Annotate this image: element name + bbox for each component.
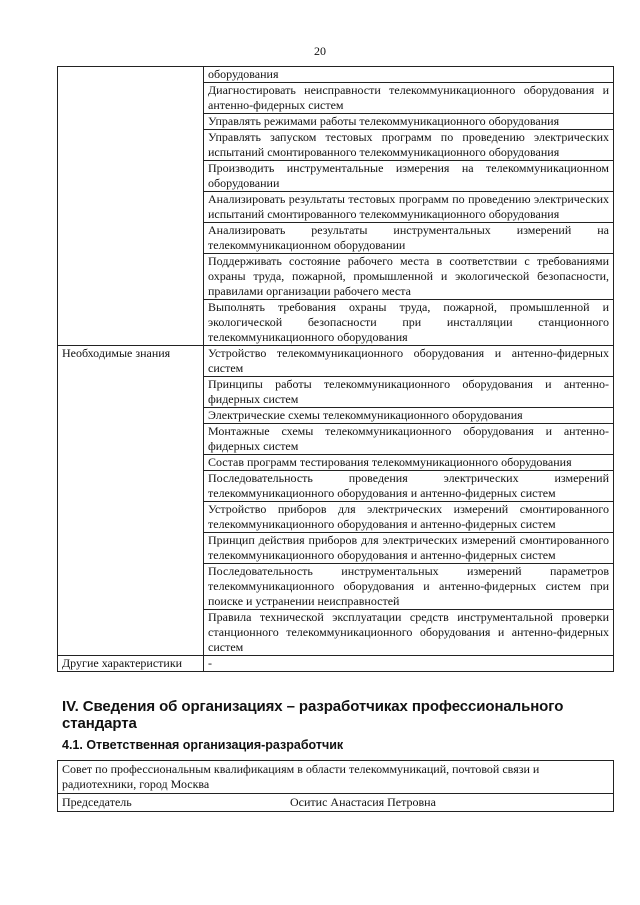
table-row [58, 254, 614, 300]
table-row [58, 67, 614, 83]
row-item: Диагностировать неисправности телекоммуникационного оборудования и антенно-фидерных систем [204, 83, 614, 114]
row-item: Монтажные схемы телекоммуникационного оборудования и антенно-фидерных систем [204, 424, 614, 455]
table-row [58, 533, 614, 564]
row-item: Последовательность проведения электрических измерений телекоммуникационного оборудования и антенно-фидерных систем [204, 471, 614, 502]
row-label [58, 455, 204, 471]
table-row [58, 300, 614, 346]
table-row [58, 377, 614, 408]
row-item: Производить инструментальные измерения на телекоммуникационном оборудовании [204, 161, 614, 192]
table-row [58, 192, 614, 223]
row-item: Управлять режимами работы телекоммуникационного оборудования [204, 114, 614, 130]
row-item: Анализировать результаты тестовых программ по проведению электрических испытаний смонтированного телекоммуникационного оборудования [204, 192, 614, 223]
row-label [58, 114, 204, 130]
row-label [58, 564, 204, 610]
row-item: оборудования [204, 67, 614, 83]
row-label [58, 223, 204, 254]
row-item: Правила технической эксплуатации средств инструментальной проверки станционного телекоммуникационного оборудования и антенно-фидерных систем [204, 610, 614, 656]
table-row [58, 610, 614, 656]
row-label [58, 67, 204, 83]
row-item: Устройство телекоммуникационного оборудования и антенно-фидерных систем [204, 346, 614, 377]
table-row [58, 223, 614, 254]
table-row [58, 471, 614, 502]
table-row [58, 424, 614, 455]
row-label [58, 192, 204, 223]
chair-label: Председатель [62, 795, 132, 809]
row-item: Устройство приборов для электрических измерений смонтированного телекоммуникационного оборудования и антенно-фидерных систем [204, 502, 614, 533]
org-chair-row [58, 794, 614, 812]
page-number: 20 [314, 44, 326, 58]
skills-knowledge-table [57, 66, 614, 672]
row-item: - [204, 656, 614, 672]
table-row [58, 161, 614, 192]
row-label: Необходимые знания [58, 346, 204, 377]
row-label [58, 300, 204, 346]
table-row [58, 408, 614, 424]
chair-name: Оситис Анастасия Петровна [290, 795, 436, 809]
org-name: Совет по профессиональным квалификациям в области телекоммуникаций, почтовой связи и радиотехники, город Москва [58, 761, 614, 794]
org-name-row [58, 761, 614, 794]
row-item: Управлять запуском тестовых программ по проведению электрических испытаний смонтированного телекоммуникационного оборудования [204, 130, 614, 161]
row-label [58, 408, 204, 424]
table-row [58, 114, 614, 130]
row-label [58, 471, 204, 502]
table-row [58, 502, 614, 533]
table-row [58, 455, 614, 471]
row-item: Электрические схемы телекоммуникационного оборудования [204, 408, 614, 424]
table-row [58, 130, 614, 161]
table-row [58, 564, 614, 610]
row-item: Принцип действия приборов для электрических измерений смонтированного телекоммуникационного оборудования и антенно-фидерных систем [204, 533, 614, 564]
row-label [58, 533, 204, 564]
row-label [58, 161, 204, 192]
table-row [58, 83, 614, 114]
table-row [58, 656, 614, 672]
row-label [58, 377, 204, 408]
row-label [58, 424, 204, 455]
row-label: Другие характеристики [58, 656, 204, 672]
row-label [58, 130, 204, 161]
row-item: Выполнять требования охраны труда, пожарной, промышленной и экологической безопасности при инсталляции станционного телекоммуникационного оборудования [204, 300, 614, 346]
row-label [58, 610, 204, 656]
row-label [58, 502, 204, 533]
row-item: Принципы работы телекоммуникационного оборудования и антенно-фидерных систем [204, 377, 614, 408]
row-item: Последовательность инструментальных измерений параметров телекоммуникационного оборудования и антенно-фидерных систем при поиске и устранении неисправностей [204, 564, 614, 610]
developer-org-table [57, 760, 614, 812]
row-item: Состав программ тестирования телекоммуникационного оборудования [204, 455, 614, 471]
row-label [58, 254, 204, 300]
subsection-title: 4.1. Ответственная организация-разработчик [62, 738, 344, 752]
section-title: IV. Сведения об организациях – разработчиках профессионального стандарта [62, 698, 564, 732]
table-row [58, 346, 614, 377]
row-label [58, 83, 204, 114]
row-item: Поддерживать состояние рабочего места в соответствии с требованиями охраны труда, пожарной, промышленной и экологической безопасности, правилами организации рабочего места [204, 254, 614, 300]
row-item: Анализировать результаты инструментальных измерений на телекоммуникационном оборудовании [204, 223, 614, 254]
